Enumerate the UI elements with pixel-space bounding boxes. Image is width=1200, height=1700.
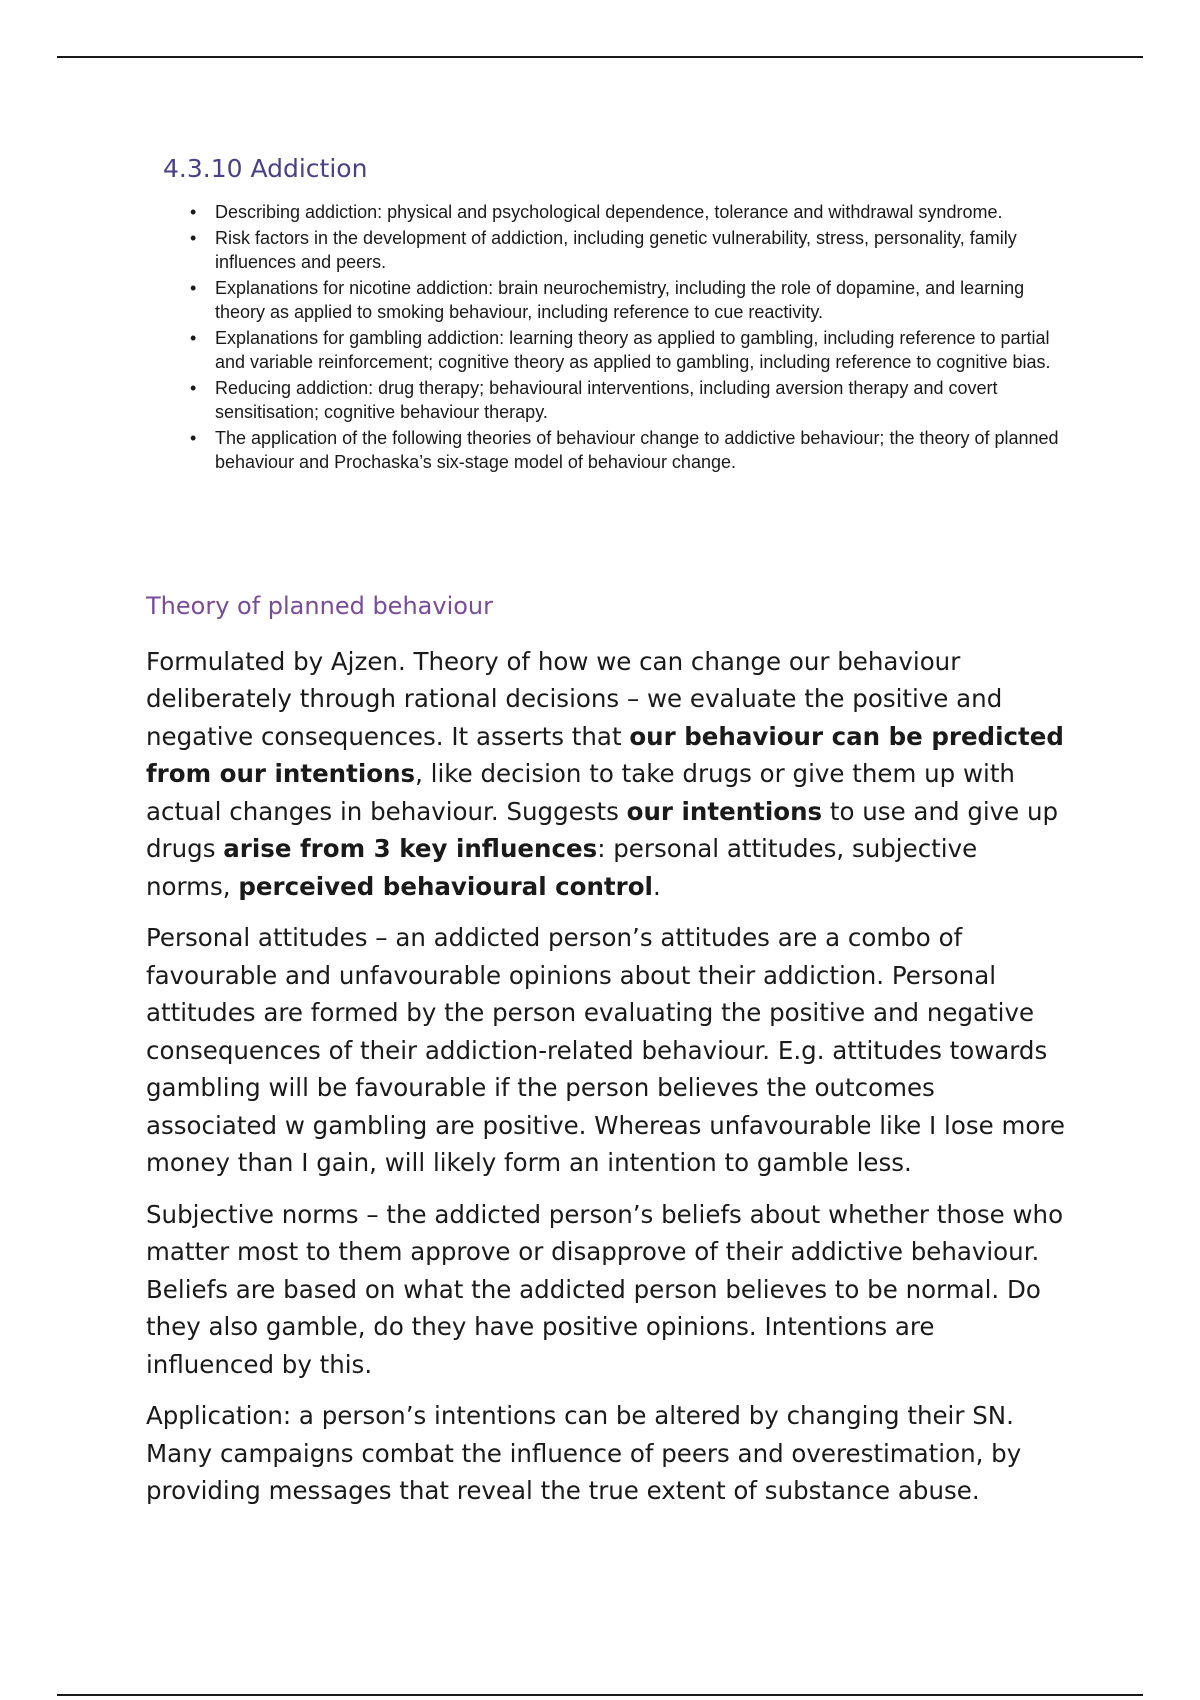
- notes-section: [146, 592, 1066, 1524]
- spec-item: [190, 226, 1063, 274]
- paragraph-intro: [146, 643, 1066, 906]
- intro-bold-3: arise from 3 key influences: [223, 834, 598, 864]
- intro-text-3: to use and give up drugs: [146, 796, 1059, 864]
- spec-list: [163, 200, 1063, 474]
- paragraph-application: Application: a person’s intentions can be altered by changing their SN. Many campaigns combat the influence of peers and overestimation, by providing messages that reveal the true extent of substance abuse.: [146, 1401, 1022, 1506]
- intro-bold-2: our intentions: [626, 796, 823, 826]
- intro-text-1: Formulated by Ajzen. Theory of how we can change our behaviour deliberately through rational decisions – we evaluate the positive and negative consequences. It asserts that: [146, 646, 1003, 751]
- specification-box: [163, 154, 1063, 476]
- spec-item: [190, 276, 1063, 324]
- bullet-icon: •: [190, 202, 197, 222]
- bullet-icon: •: [190, 328, 197, 348]
- intro-text-5: .: [652, 871, 661, 901]
- spec-item: [190, 376, 1063, 424]
- bullet-icon: •: [190, 228, 197, 248]
- intro-bold-1: our behaviour can be predicted from our intentions: [146, 721, 1064, 789]
- intro-bold-4: perceived behavioural control: [238, 871, 653, 901]
- bullet-icon: •: [190, 278, 197, 298]
- bullet-icon: •: [190, 378, 197, 398]
- spec-item-text: Explanations for nicotine addiction: brain neurochemistry, including the role of dopamine, and learning theory as applied to smoking behaviour, including reference to cue reactivity.: [215, 278, 1025, 322]
- top-rule: [57, 56, 1143, 58]
- spec-item-text: Explanations for gambling addiction: learning theory as applied to gambling, including reference to partial and variable reinforcement; cognitive theory as applied to gambling, including reference to cognitive bias.: [215, 328, 1051, 372]
- intro-text-4: : personal attitudes, subjective norms,: [146, 834, 978, 901]
- section-heading: Theory of planned behaviour: [146, 592, 493, 620]
- paragraph-subjective-norms: Subjective norms – the addicted person’s beliefs about whether those who matter most to them approve or disapprove of their addictive behaviour. Beliefs are based on what the addicted person believes to be normal. Do they also gamble, do they have positive opinions. Intentions are influenced by this.: [146, 1199, 1064, 1379]
- spec-item-text: The application of the following theories of behaviour change to addictive behaviour; the theory of planned behaviour and Prochaska’s six-stage model of behaviour change.: [215, 428, 1059, 472]
- bullet-icon: •: [190, 428, 197, 448]
- intro-text-2: , like decision to take drugs or give them up with actual changes in behaviour. Suggests: [146, 759, 1015, 826]
- bottom-rule: [57, 1694, 1143, 1696]
- paragraph-personal-attitudes: Personal attitudes – an addicted person’s attitudes are a combo of favourable and unfavourable opinions about their addiction. Personal attitudes are formed by the person evaluating the positive and negative consequences of their addiction-related behaviour. E.g. attitudes towards gambling will be favourable if the person believes the outcomes associated w gambling are positive. Whereas unfavourable like I lose more money than I gain, will likely form an intention to gamble less.: [146, 923, 1065, 1178]
- spec-item: [190, 426, 1063, 474]
- spec-heading: 4.3.10 Addiction: [163, 154, 368, 183]
- spec-item-text: Risk factors in the development of addiction, including genetic vulnerability, stress, personality, family influences and peers.: [215, 228, 1017, 272]
- spec-item: [190, 326, 1063, 374]
- spec-item-text: Describing addiction: physical and psychological dependence, tolerance and withdrawal syndrome.: [215, 202, 1003, 222]
- spec-item: [190, 200, 1063, 224]
- spec-item-text: Reducing addiction: drug therapy; behavioural interventions, including aversion therapy and covert sensitisation; cognitive behaviour therapy.: [215, 378, 998, 422]
